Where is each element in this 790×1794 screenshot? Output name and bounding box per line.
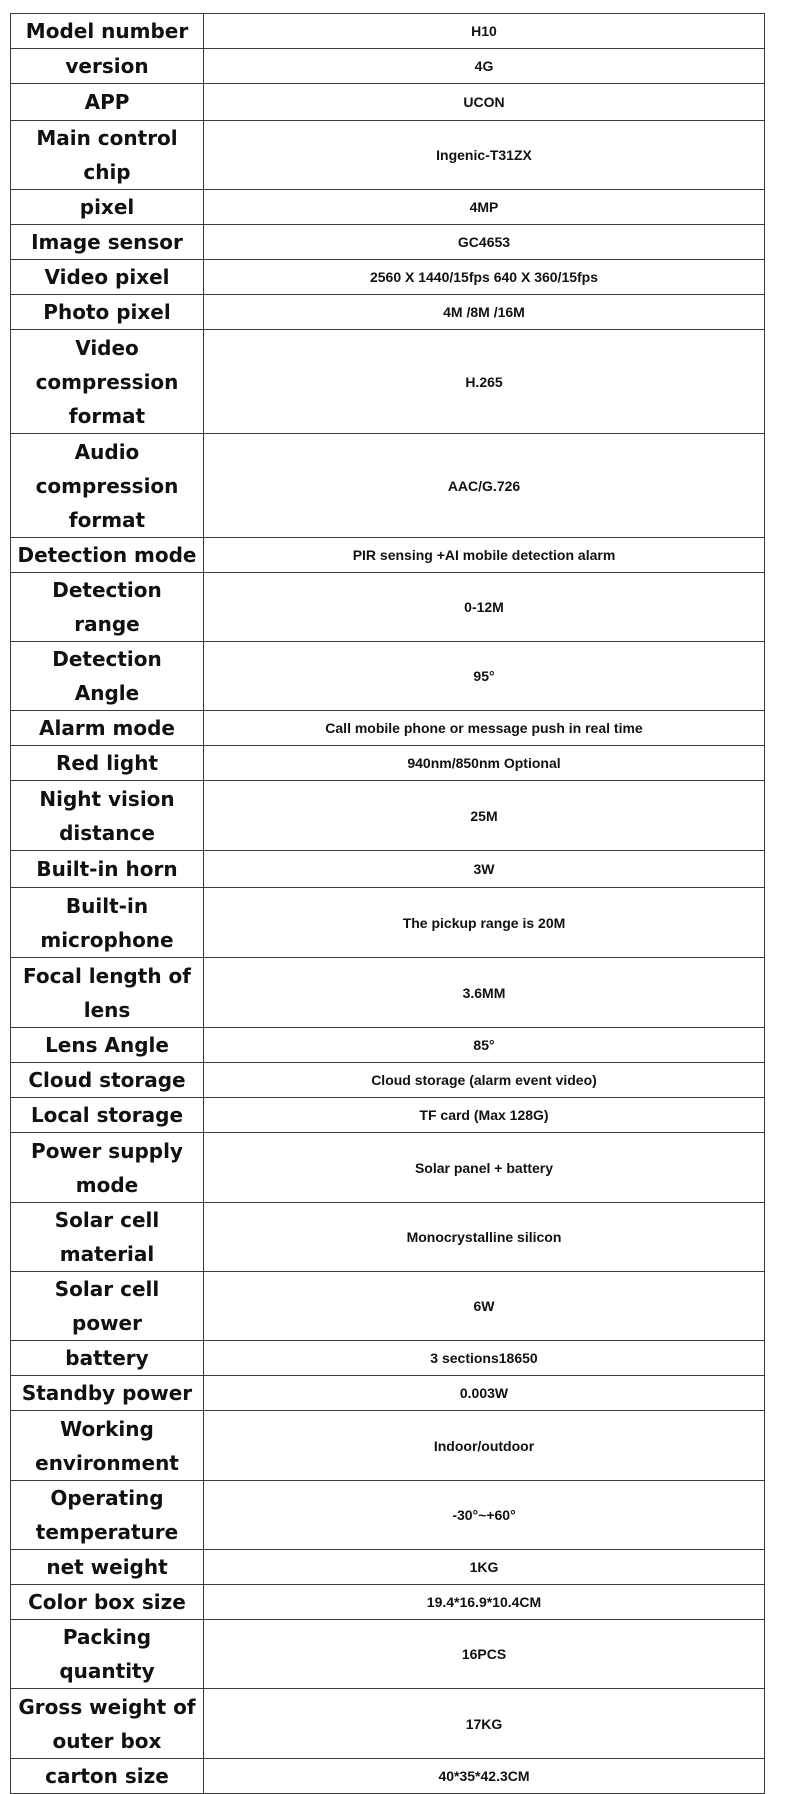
spec-row xyxy=(11,1272,765,1341)
spec-label: Working environment xyxy=(11,1411,204,1481)
spec-value: 16PCS xyxy=(204,1620,765,1689)
spec-row xyxy=(11,1028,765,1063)
spec-value: Cloud storage (alarm event video) xyxy=(204,1063,765,1098)
spec-label: Red light xyxy=(11,746,204,781)
spec-label: Alarm mode xyxy=(11,711,204,746)
spec-row xyxy=(11,84,765,121)
spec-label: Photo pixel xyxy=(11,295,204,330)
spec-label: Solar cell material xyxy=(11,1203,204,1272)
spec-label: Detection mode xyxy=(11,538,204,573)
spec-label: Power supply mode xyxy=(11,1133,204,1203)
spec-label: Built-in horn xyxy=(11,851,204,888)
spec-label: battery xyxy=(11,1341,204,1376)
spec-label: Color box size xyxy=(11,1585,204,1620)
spec-value: AAC/G.726 xyxy=(204,434,765,538)
spec-value: GC4653 xyxy=(204,225,765,260)
spec-label: Packing quantity xyxy=(11,1620,204,1689)
spec-label: Video pixel xyxy=(11,260,204,295)
spec-value: 0.003W xyxy=(204,1376,765,1411)
spec-row xyxy=(11,121,765,190)
spec-row xyxy=(11,330,765,434)
spec-value: 2560 X 1440/15fps 640 X 360/15fps xyxy=(204,260,765,295)
spec-row xyxy=(11,260,765,295)
spec-label: version xyxy=(11,49,204,84)
spec-row xyxy=(11,1203,765,1272)
spec-value: 6W xyxy=(204,1272,765,1341)
spec-value: The pickup range is 20M xyxy=(204,888,765,958)
spec-row xyxy=(11,1411,765,1481)
spec-row xyxy=(11,1585,765,1620)
spec-row xyxy=(11,225,765,260)
spec-row xyxy=(11,958,765,1028)
spec-value: 85° xyxy=(204,1028,765,1063)
spec-table xyxy=(10,13,765,1794)
spec-row xyxy=(11,1063,765,1098)
spec-row xyxy=(11,434,765,538)
spec-value: 4MP xyxy=(204,190,765,225)
spec-label: Built-in microphone xyxy=(11,888,204,958)
spec-row xyxy=(11,711,765,746)
spec-row xyxy=(11,1098,765,1133)
spec-row xyxy=(11,295,765,330)
spec-row xyxy=(11,746,765,781)
spec-value: TF card (Max 128G) xyxy=(204,1098,765,1133)
spec-row xyxy=(11,1620,765,1689)
spec-label: Lens Angle xyxy=(11,1028,204,1063)
spec-label: Video compression format xyxy=(11,330,204,434)
spec-label: carton size xyxy=(11,1759,204,1794)
spec-value: 4M /8M /16M xyxy=(204,295,765,330)
spec-row xyxy=(11,538,765,573)
spec-value: Monocrystalline silicon xyxy=(204,1203,765,1272)
spec-value: 3 sections18650 xyxy=(204,1341,765,1376)
spec-label: Operating temperature xyxy=(11,1481,204,1550)
spec-label: Main control chip xyxy=(11,121,204,190)
spec-value: 17KG xyxy=(204,1689,765,1759)
spec-value: Solar panel + battery xyxy=(204,1133,765,1203)
spec-row xyxy=(11,1689,765,1759)
spec-label: Solar cell power xyxy=(11,1272,204,1341)
spec-value: UCON xyxy=(204,84,765,121)
spec-value: PIR sensing +AI mobile detection alarm xyxy=(204,538,765,573)
spec-value: 40*35*42.3CM xyxy=(204,1759,765,1794)
spec-row xyxy=(11,642,765,711)
spec-label: Detection Angle xyxy=(11,642,204,711)
spec-label: Gross weight of outer box xyxy=(11,1689,204,1759)
spec-row xyxy=(11,851,765,888)
spec-row xyxy=(11,573,765,642)
spec-row xyxy=(11,1133,765,1203)
spec-label: Focal length of lens xyxy=(11,958,204,1028)
spec-value: 1KG xyxy=(204,1550,765,1585)
spec-label: APP xyxy=(11,84,204,121)
spec-label: Audio compression format xyxy=(11,434,204,538)
spec-row xyxy=(11,1759,765,1794)
spec-row xyxy=(11,1481,765,1550)
spec-row xyxy=(11,190,765,225)
spec-label: Model number xyxy=(11,14,204,49)
spec-label: pixel xyxy=(11,190,204,225)
spec-row xyxy=(11,14,765,49)
spec-value: 3.6MM xyxy=(204,958,765,1028)
spec-label: Night vision distance xyxy=(11,781,204,851)
spec-value: H10 xyxy=(204,14,765,49)
spec-value: H.265 xyxy=(204,330,765,434)
spec-label: net weight xyxy=(11,1550,204,1585)
spec-value: -30°~+60° xyxy=(204,1481,765,1550)
spec-value: 25M xyxy=(204,781,765,851)
spec-label: Detection range xyxy=(11,573,204,642)
spec-label: Local storage xyxy=(11,1098,204,1133)
spec-label: Cloud storage xyxy=(11,1063,204,1098)
spec-value: 19.4*16.9*10.4CM xyxy=(204,1585,765,1620)
spec-value: 4G xyxy=(204,49,765,84)
spec-value: Call mobile phone or message push in real time xyxy=(204,711,765,746)
spec-label: Image sensor xyxy=(11,225,204,260)
spec-row xyxy=(11,1341,765,1376)
spec-value: 3W xyxy=(204,851,765,888)
spec-value: 940nm/850nm Optional xyxy=(204,746,765,781)
spec-row xyxy=(11,888,765,958)
spec-value: Indoor/outdoor xyxy=(204,1411,765,1481)
spec-value: 95° xyxy=(204,642,765,711)
spec-label: Standby power xyxy=(11,1376,204,1411)
spec-row xyxy=(11,781,765,851)
spec-row xyxy=(11,49,765,84)
spec-value: Ingenic-T31ZX xyxy=(204,121,765,190)
spec-value: 0-12M xyxy=(204,573,765,642)
spec-row xyxy=(11,1376,765,1411)
spec-row xyxy=(11,1550,765,1585)
